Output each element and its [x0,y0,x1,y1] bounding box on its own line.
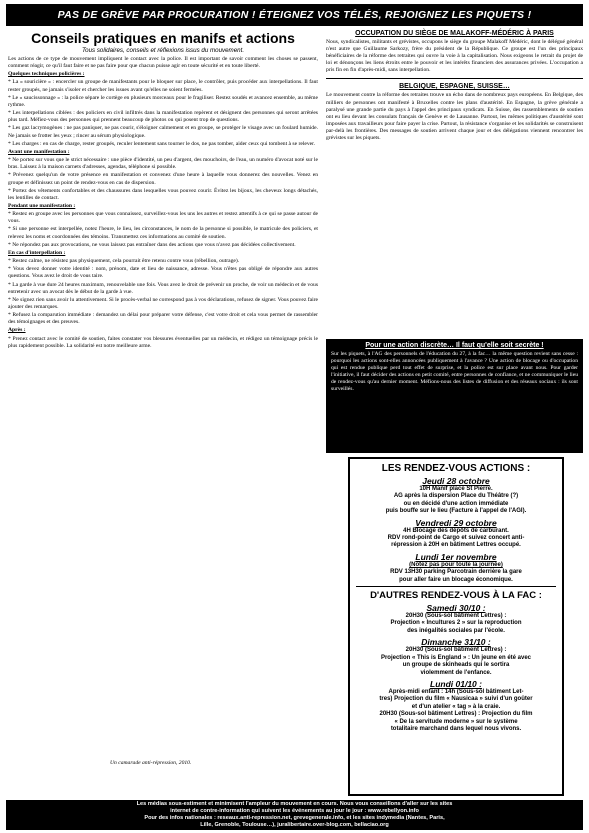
article-paragraph: En cas d'interpellation : [8,249,66,256]
article-paragraph: * Vous devez donner votre identité : nom, prénom, date et lieu de naissance, adresse. Vous n'êtes pas obligé de répondre aux autres questions. Vous avez le droit de vous taire. [8,266,318,280]
article-title: Conseils pratiques en manifs et actions [31,30,295,46]
article-paragraph: * La « souricière » : encercler un groupe de manifestants pour le bloquer sur place, le contrôler, puis procéder aux interpellations. Il faut rester groupés, ne jamais s'isoler et chercher les issues avant qu'elles ne soient fermées. [8,79,318,93]
rdv-line: un groupe de skinheads qui le sortira [402,662,510,669]
rdv-day-4-lines [350,613,562,635]
rdv-line: ou en décidé d'une action immédiate [403,500,509,507]
article-paragraph: * Ne portez sur vous que le strict nécessaire : une pièce d'identité, un peu d'argent, des mouchoirs, de l'eau, un numéro d'avocat noté sur le bras. Laissez à la maison carnets d'adresses, agendas, téléphone si possible. [8,157,318,171]
rdv-line: Projection « This is England » : Un jeune en été avec [380,654,532,661]
rdv-line: 20H30 (Sous-sol bâtiment Lettres) : [405,647,507,654]
rdv-day-5-lines [350,647,562,677]
rdv-box [348,457,564,796]
rdv-fac-title: D'AUTRES RENDEZ-VOUS À LA FAC : [370,590,542,602]
rdv-line: tres) Projection du film « Nausicaa » suivi d'un goûter [379,696,533,703]
article-paragraph: * Les charges : en cas de charge, rester groupés, reculer lentement sans tourner le dos, ne pas tomber, aider ceux qui tombent à se relever. [8,140,316,147]
article-paragraph: Les actions de ce type de mouvement impliquent le contact avec la police. Il est important de savoir comment les choses se passent, comment réagir, ce qu'il faut faire et ne pas faire pour que chacun puisse agir en toute sécurité et en toute liberté. [8,56,318,70]
article-paragraph: * Le « saucissonnage » : la police sépare le cortège en plusieurs morceaux pour le fragiliser. Restez soudés et avancez ensemble, au même rythme. [8,94,318,108]
article-paragraph: Avant une manifestation : [8,148,70,155]
right-column [326,30,583,142]
rdv-line: 4H Blocage des dépôts de carburant. [403,527,509,534]
footer-line: internet de contre-information qui suivent les événements au jour le jour : www.rebellyon.info [170,808,419,814]
rdv-line: répression à 20H en bâtiment Lettres occupé. [391,542,521,549]
article-paragraph: * Les interpellations ciblées : des policiers en civil infiltrés dans la manifestation repèrent et désignent des personnes qui seront arrêtées plus tard. Méfiez-vous des personnes qui prennent beaucoup de photos ou qui posent trop de questions. [8,110,318,124]
rdv-title: LES RENDEZ-VOUS ACTIONS : [381,463,531,474]
secret-action-title: Pour une action discrète… Il faut qu'elle soit secrète ! [365,342,544,349]
article-paragraph: * La garde à vue dure 24 heures maximum, renouvelable une fois. Vous avez le droit de prévenir un proche, de voir un médecin et de vous entretenir avec un avocat dès le début de la garde à vue. [8,281,318,295]
rdv-line: RDV rond-point de Cargo et suivez concert anti- [387,535,525,542]
top-banner: PAS DE GRÈVE PAR PROCURATION ! ÉTEIGNEZ VOS TÉLÉS, REJOIGNEZ LES PIQUETS ! [6,4,583,26]
footer-band [6,800,583,830]
rdv-line: 20H30 (Sous-sol bâtiment Lettres) : [405,613,507,620]
footer-line: Pour des infos nationales : reseaux.anti-repression.net, grevegenerale.info, et les sites indymedia (Nantes, Paris, [144,815,445,821]
rdv-line: Projection « Incultures 2 » sur la reproduction [390,620,522,627]
rdv-day-6: Lundi 01/10 : [430,678,482,689]
article-paragraph: * Si une personne est interpellée, notez l'heure, le lieu, les circonstances, le nom de la personne si possible, le matricule des policiers, et relevez les noms et coordonnées des témoins. Transmettez ces informations au comité de soutien. [8,226,318,240]
rdv-line: totalitaire marchand dans lequel nous vivons. [390,725,522,732]
article-paragraph: * Restez en groupe avec les personnes que vous connaissez, surveillez-vous les uns les autres et restez attentifs à ce qui se passe autour de vous. [8,211,318,225]
article-paragraph: * Portez des vêtements confortables et des chaussures dans lesquelles vous pouvez courir. Évitez les bijoux, les cheveux longs détachés, les lentilles de contact. [8,187,318,201]
article-paragraph: Pendant une manifestation : [8,202,76,209]
secret-action-box [326,339,583,453]
rdv-line: des inégalités sociales par l'école. [407,627,505,634]
rdv-line: 10H Manif place St Pierre. [419,486,493,492]
article-paragraph: Quelques techniques policières : [8,71,85,78]
malakoff-article-body: Nous, syndicalistes, militants et grévistes, occupons le siège du groupe Malakoff Médéric, dont le délégué général n'est autre que Guillaume Sarkozy, frère du président de la République. Ce groupe est l'un des principaux bénéficiaires de la réforme des retraites qui ouvre la voie à la capitalisation. Nous exigeons le retrait du projet de loi et dénonçons les liens étroits entre le pouvoir et les intérêts financiers des assurances privées. L'occupation a pris fin en fin d'après-midi, sans interpellation. [326,39,583,74]
rdv-day-3-sub: (Notez pas pour toute la journée) [409,561,503,568]
rdv-separator [356,586,556,587]
rdv-line: 20H30 (Sous-sol bâtiment Lettres) : Projection du film [379,711,533,718]
rdv-day-6-lines [350,689,562,733]
article-paragraph: Après : [8,327,26,334]
rdv-line: et d'un atelier « tag » à la craie. [411,703,501,710]
rdv-line: AG après la dispersion Place du Théâtre (?) [393,493,519,500]
article-paragraph: * Prévenez quelqu'un de votre présence en manifestation et convenez d'une heure à laquelle vous donnerez des nouvelles. Venez en groupe et définissez un point de rendez-vous en cas de dispersion. [8,172,318,186]
article-signature: Un camarade anti-répression, 2010. [110,760,192,766]
europe-article-body: Le mouvement contre la réforme des retraites trouve un écho dans de nombreux pays européens. En Belgique, des milliers de personnes ont manifesté à Bruxelles contre les plans d'austérité. En Espagne, la grève générale a paralysé une grande partie du pays à l'appel des principaux syndicats. En Suisse, des rassemblements de soutien ont eu lieu devant les consulats français de Genève et de Lausanne. Partout, les mêmes politiques d'austérité sont imposées aux travailleurs pour faire payer la crise. Partout, la résistance s'organise et les solidarités se construisent par-delà les frontières. Des messages de soutien arrivent chaque jour et des délégations viennent rencontrer les grévistes sur les piquets. [326,92,583,142]
article-paragraph: * Restez calme, ne résistez pas physiquement, cela pourrait être retenu contre vous (rébellion, outrage). [8,258,240,265]
article-paragraph: * Prenez contact avec le comité de soutien, faites constater vos blessures éventuelles par un médecin, et rédigez un témoignage précis le plus rapidement possible. La solidarité est notre meilleure arme. [8,335,318,349]
secret-action-body: Sur les piquets, à l'AG des personnels de l'éducation du 27, à la fac… la même question revient sans cesse : pourquoi les actions sont-elles annoncées publiquement à l'avance ? Une action de blocage ou d'occupation qui est rendue publique perd tout effet de surprise, et la police est sur place avant nous. Pour garder l'initiative, il faut décider des actions en petit comité, entre personnes de confiance, et ne communiquer le lieu de rendez-vous qu'au dernier moment. Méfions-nous des listes de diffusion et des réseaux sociaux : ils sont surveillés. [331,351,578,393]
europe-article-title: BELGIQUE, ESPAGNE, SUISSE… [399,83,510,91]
rdv-line: « De la servitude moderne » sur le système [394,718,518,725]
rdv-day-2-lines [350,528,562,550]
rdv-day-1-lines [350,486,562,516]
rdv-line: RDV 13H30 parking Parcotrain derrière la gare [390,569,522,576]
rdv-day-2: Vendredi 29 octobre [415,517,497,528]
article-paragraph: * Les gaz lacrymogènes : ne pas paniquer, ne pas courir, s'éloigner calmement et en groupe, se protéger le visage avec un foulard humide. Ne jamais se frotter les yeux ; rincer au sérum physiologique. [8,125,318,139]
rdv-line: puis bouffe sur le lieu (Facture à l'appel de l'AGI). [385,508,527,515]
rdv-line: violemment de l'enfance. [420,669,492,676]
rdv-day-3-lines [350,569,562,584]
article-paragraph: * Ne répondez pas aux provocations, ne vous laissez pas entraîner dans des actions que vous n'avez pas décidées collectivement. [8,241,296,248]
rdv-line: Après-midi enfant : 14h (Sous-sol bâtiment Let- [388,688,524,695]
footer-line: Les médias sous-estiment et minimisent l'ampleur du mouvement en cours. Nous vous conseillons d'aller sur les sites [136,801,453,807]
footer-line: Lille, Grenoble, Toulouse…), juralibertaire.over-blog.com, bellaciao.org [200,822,389,828]
rdv-day-3: Lundi 1er novembre [415,551,497,562]
article-body [8,56,318,350]
rdv-day-1: Jeudi 28 octobre [422,476,490,486]
rdv-day-5: Dimanche 31/10 : [421,637,491,648]
article-subtitle: Tous solidaires, conseils et réflexions issus du mouvement. [81,47,245,54]
article-paragraph: * Refusez la comparution immédiate : demandez un délai pour préparer votre défense, c'est votre droit et cela vous permet de rassembler des témoignages et des preuves. [8,312,318,326]
article-paragraph: * Ne signez rien sans avoir lu attentivement. Si le procès-verbal ne correspond pas à vos déclarations, refusez de signer. Vous pouvez faire ajouter des remarques. [8,296,318,310]
left-column [8,30,318,798]
rdv-day-4: Samedi 30/10 : [426,603,486,614]
column-divider [326,78,583,79]
rdv-line: pour aller faire un blocage économique. [399,576,513,583]
malakoff-article-title: OCCUPATION DU SIÈGE DE MALAKOFF-MÉDÉRIC À PARIS [355,30,554,37]
